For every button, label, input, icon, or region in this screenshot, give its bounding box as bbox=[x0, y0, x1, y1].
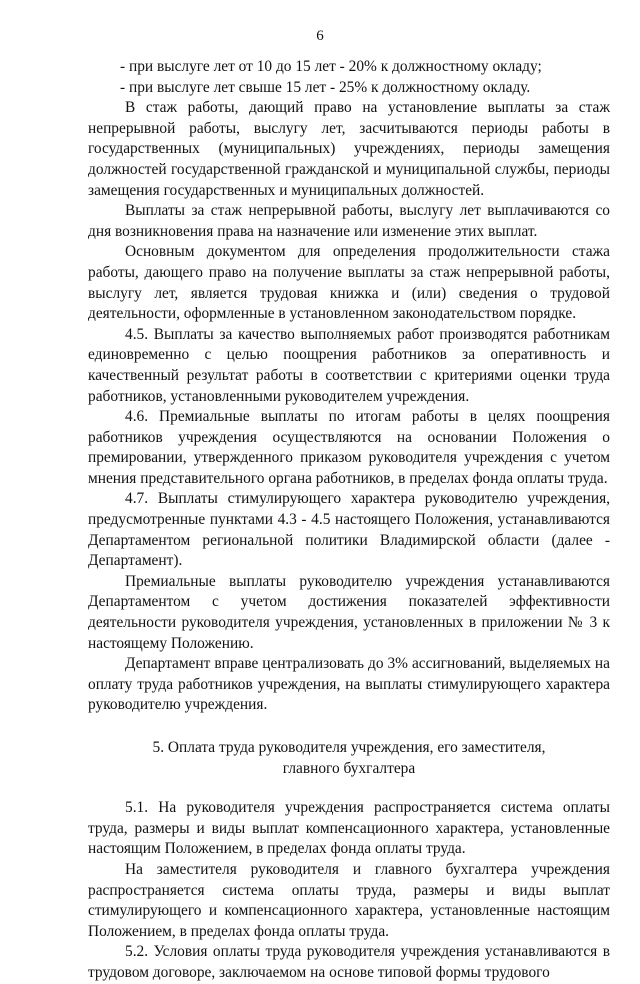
section-heading-line: главного бухгалтера bbox=[282, 759, 416, 777]
paragraph: 5.2. Условия оплаты труда руководителя учреждения устанавливаются в трудовом договоре, заключаемом на основе типовой формы трудового bbox=[88, 943, 610, 981]
paragraph: 5.1. На руководителя учреждения распространяется система оплаты труда, размеры и виды выплат компенсационного характера, установленные настоящим Положением, в пределах фонда оплаты труда. bbox=[88, 799, 610, 858]
paragraph: 4.7. Выплаты стимулирующего характера руководителю учреждения, предусмотренные пунктами 4.3 - 4.5 настоящего Положения, устанавливаются Департаментом региональной политики Владимирской области (далее - Департамент). bbox=[88, 490, 610, 570]
paragraph: Основным документом для определения продолжительности стажа работы, дающего право на получение выплаты за стаж непрерывной работы, выслугу лет, является трудовая книжка и (или) сведения о трудовой деятельности, оформленные в установленном законодательством порядке. bbox=[88, 243, 610, 323]
paragraph: В стаж работы, дающий право на установление выплаты за стаж непрерывной работы, выслугу лет, засчитываются периоды работы в государственных (муниципальных) учреждениях, периоды замещения должностей государственной гражданской и муниципальной службы, периоды замещения государственных и муниципальных должностей. bbox=[88, 99, 610, 199]
paragraph: На заместителя руководителя и главного бухгалтера учреждения распространяется система оплаты труда, размеры и виды выплат стимулирующего и компенсационного характера, установленные настоящим Положением, в пределах фонда оплаты труда. bbox=[88, 860, 610, 940]
page-number: 6 bbox=[316, 28, 324, 44]
paragraph: Выплаты за стаж непрерывной работы, выслугу лет выплачиваются со дня возникновения права на назначение или изменение этих выплат. bbox=[88, 202, 610, 240]
paragraph: 4.5. Выплаты за качество выполняемых работ производятся работникам единовременно с целью поощрения работников за оперативность и качественный результат работы в соответствии с критериями оценки труда работников, установленными руководителем учреждения. bbox=[88, 325, 610, 405]
paragraph: 4.6. Премиальные выплаты по итогам работы в целях поощрения работников учреждения осуществляются на основании Положения о премировании, утвержденного приказом руководителя учреждения с учетом мнения представительного органа работников, в пределах фонда оплаты труда. bbox=[88, 408, 610, 487]
paragraph: Департамент вправе централизовать до 3% ассигнований, выделяемых на оплату труда работников учреждения, на выплаты стимулирующего характера руководителю учреждения. bbox=[88, 655, 610, 714]
paragraph: Премиальные выплаты руководителю учреждения устанавливаются Департаментом с учетом достижения показателей эффективности деятельности руководителя учреждения, установленных в приложении № 3 к настоящему Положению. bbox=[88, 572, 610, 652]
section-heading-line: 5. Оплата труда руководителя учреждения, его заместителя, bbox=[152, 739, 546, 756]
document-body bbox=[88, 57, 610, 984]
list-item: - при выслуге лет от 10 до 15 лет - 20% к должностному окладу; bbox=[120, 58, 542, 75]
section-heading bbox=[88, 738, 610, 779]
list-item: - при выслуге лет свыше 15 лет - 25% к должностному окладу. bbox=[120, 78, 531, 96]
